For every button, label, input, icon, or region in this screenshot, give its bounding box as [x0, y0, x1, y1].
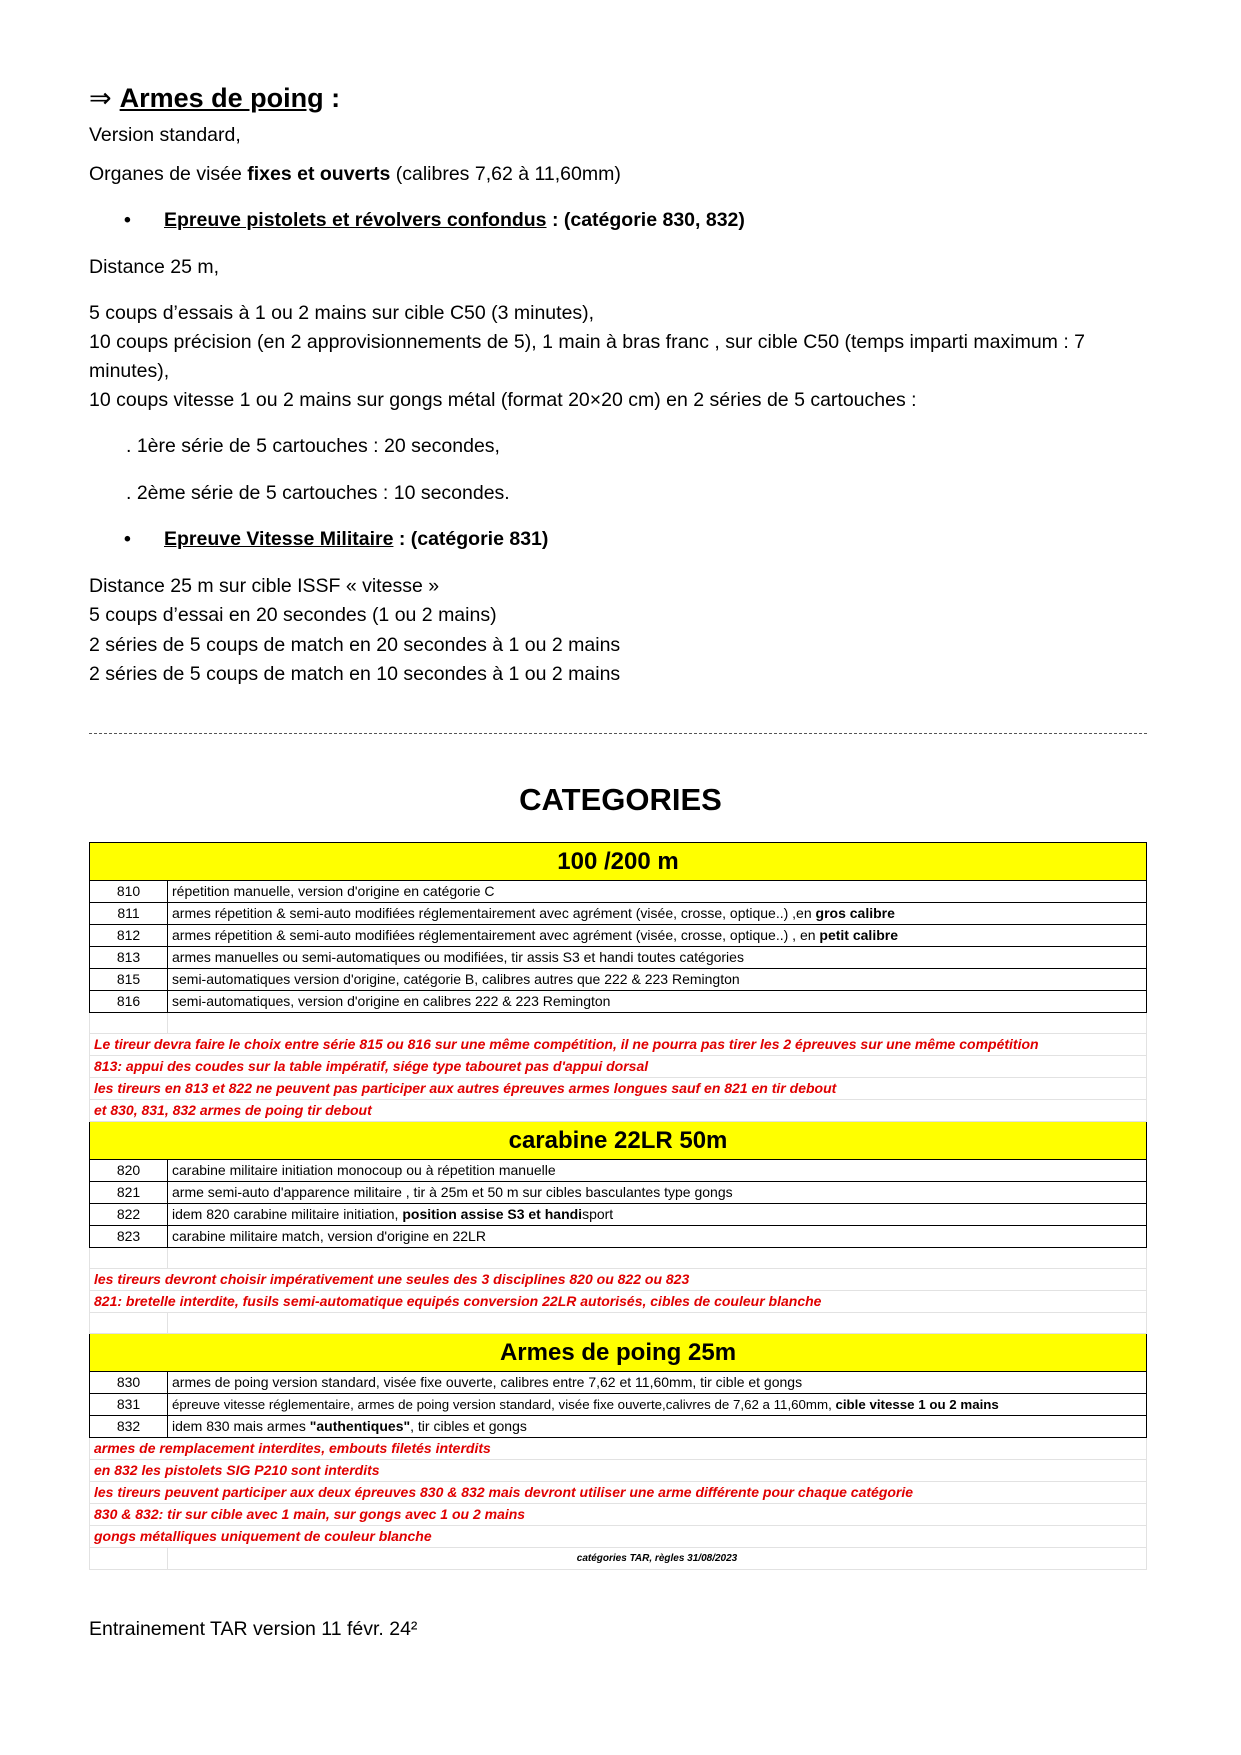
- group-header: [90, 1122, 1147, 1160]
- category-code: 816: [90, 991, 168, 1013]
- category-code: 831: [90, 1394, 168, 1416]
- bullet-icon: •: [124, 209, 131, 231]
- epreuve2-line1: Distance 25 m sur cible ISSF « vitesse »: [89, 575, 440, 597]
- dashed-divider: [89, 733, 1147, 734]
- group-header-label: Armes de poing 25m: [90, 1334, 1147, 1372]
- category-desc: carabine militaire match, version d'origine en 22LR: [168, 1226, 1147, 1248]
- categories-title: CATEGORIES: [519, 782, 722, 817]
- source-note: catégories TAR, règles 31/08/2023: [168, 1548, 1147, 1570]
- note-text: les tireurs en 813 et 822 ne peuvent pas participer aux autres épreuves armes longues sauf en 821 en tir debout: [90, 1078, 1147, 1100]
- note-text: et 830, 831, 832 armes de poing tir debout: [90, 1100, 1147, 1122]
- table-row: [90, 1372, 1147, 1394]
- epreuve2-suffix: : (catégorie 831): [393, 528, 549, 550]
- epreuve1-distance: Distance 25 m,: [89, 256, 220, 278]
- note-row: [90, 1526, 1147, 1548]
- category-code: 810: [90, 881, 168, 903]
- note-text: Le tireur devra faire le choix entre série 815 ou 816 sur une même compétition, il ne pourra pas tirer les 2 épreuves sur une même compétition: [90, 1034, 1147, 1056]
- note-row: [90, 1034, 1147, 1056]
- category-code: 811: [90, 903, 168, 925]
- category-code: 813: [90, 947, 168, 969]
- category-desc: répetition manuelle, version d'origine en catégorie C: [168, 881, 1147, 903]
- bullet-icon: •: [124, 528, 131, 550]
- organes-bold: fixes et ouverts: [247, 163, 391, 185]
- organes-pre: Organes de visée: [89, 163, 248, 185]
- table-row: [90, 1416, 1147, 1438]
- note-row: [90, 1269, 1147, 1291]
- epreuve1-serie1: . 1ère série de 5 cartouches : 20 secondes,: [126, 435, 500, 457]
- table-row: [90, 969, 1147, 991]
- category-desc: idem 830 mais armes "authentiques", tir cibles et gongs: [168, 1416, 1147, 1438]
- note-row: [90, 1291, 1147, 1313]
- arrow-icon: ⇒: [89, 83, 112, 113]
- epreuve2-line2: 5 coups d’essai en 20 secondes (1 ou 2 mains): [89, 604, 497, 626]
- epreuve2-line3: 2 séries de 5 coups de match en 20 secondes à 1 ou 2 mains: [89, 634, 621, 656]
- note-row: [90, 1078, 1147, 1100]
- table-row: [90, 991, 1147, 1013]
- note-text: les tireurs peuvent participer aux deux épreuves 830 & 832 mais devront utiliser une arme différente pour chaque catégorie: [90, 1482, 1147, 1504]
- category-code: 815: [90, 969, 168, 991]
- table-row: [90, 947, 1147, 969]
- note-text: 821: bretelle interdite, fusils semi-automatique equipés conversion 22LR autorisés, cibles de couleur blanche: [90, 1291, 1147, 1313]
- category-desc: épreuve vitesse réglementaire, armes de poing version standard, visée fixe ouverte,calivres de 7,62 a 11,60mm, cible vitesse 1 ou 2 mains: [168, 1394, 1147, 1416]
- category-desc: idem 820 carabine militaire initiation, position assise S3 et handisport: [168, 1204, 1147, 1226]
- category-code: 823: [90, 1226, 168, 1248]
- note-row: [90, 1482, 1147, 1504]
- version-line: Version standard,: [89, 124, 241, 146]
- note-row: [90, 1056, 1147, 1078]
- categories-table: [89, 842, 1147, 1570]
- note-row: [90, 1460, 1147, 1482]
- category-code: 830: [90, 1372, 168, 1394]
- category-code: 820: [90, 1160, 168, 1182]
- category-desc: armes manuelles ou semi-automatiques ou modifiées, tir assis S3 et handi toutes catégories: [168, 947, 1147, 969]
- category-desc: semi-automatiques version d'origine, catégorie B, calibres autres que 222 & 223 Remington: [168, 969, 1147, 991]
- category-desc: armes répetition & semi-auto modifiées réglementairement avec agrément (visée, crosse, optique..) , en petit calibre: [168, 925, 1147, 947]
- epreuve1-line2: 10 coups précision (en 2 approvisionnements de 5), 1 main à bras franc , sur cible C50 (temps imparti maximum : 7 minutes),: [89, 331, 1086, 382]
- group-header: [90, 1334, 1147, 1372]
- epreuve1-heading: [124, 206, 745, 235]
- category-code: 832: [90, 1416, 168, 1438]
- category-desc: semi-automatiques, version d'origine en calibres 222 & 223 Remington: [168, 991, 1147, 1013]
- table-row: [90, 1160, 1147, 1182]
- section-title: [89, 80, 340, 116]
- note-text: gongs métalliques uniquement de couleur blanche: [90, 1526, 1147, 1548]
- source-row: [90, 1548, 1147, 1570]
- spacer-row: [90, 1313, 1147, 1334]
- organes-line: [89, 160, 621, 189]
- group-header-label: 100 /200 m: [90, 843, 1147, 881]
- epreuve2-heading: [124, 525, 548, 554]
- note-text: les tireurs devront choisir impérativement une seules des 3 disciplines 820 ou 822 ou 823: [90, 1269, 1147, 1291]
- category-code: 821: [90, 1182, 168, 1204]
- table-row: [90, 1394, 1147, 1416]
- footer-text: Entrainement TAR version 11 févr. 24²: [89, 1618, 418, 1640]
- table-row: [90, 925, 1147, 947]
- table-row: [90, 881, 1147, 903]
- epreuve2-title: Epreuve Vitesse Militaire: [164, 528, 394, 550]
- group-header: [90, 843, 1147, 881]
- section-title-text: Armes de poing: [119, 83, 324, 113]
- table-row: [90, 1226, 1147, 1248]
- epreuve1-line3: 10 coups vitesse 1 ou 2 mains sur gongs métal (format 20×20 cm) en 2 séries de 5 cartouches :: [89, 389, 917, 411]
- note-text: armes de remplacement interdites, embouts filetés interdits: [90, 1438, 1147, 1460]
- table-row: [90, 1204, 1147, 1226]
- epreuve1-line1: 5 coups d’essais à 1 ou 2 mains sur cible C50 (3 minutes),: [89, 302, 595, 324]
- category-desc: armes de poing version standard, visée fixe ouverte, calibres entre 7,62 et 11,60mm, tir cible et gongs: [168, 1372, 1147, 1394]
- table-row: [90, 1182, 1147, 1204]
- spacer-row: [90, 1013, 1147, 1034]
- epreuve1-title: Epreuve pistolets et révolvers confondus: [164, 209, 547, 231]
- note-text: 813: appui des coudes sur la table impératif, siége type tabouret pas d'appui dorsal: [90, 1056, 1147, 1078]
- group-header-label: carabine 22LR 50m: [90, 1122, 1147, 1160]
- spacer-row: [90, 1248, 1147, 1269]
- epreuve1-suffix: : (catégorie 830, 832): [546, 209, 745, 231]
- note-text: en 832 les pistolets SIG P210 sont interdits: [90, 1460, 1147, 1482]
- note-row: [90, 1100, 1147, 1122]
- epreuve2-line4: 2 séries de 5 coups de match en 10 secondes à 1 ou 2 mains: [89, 663, 621, 685]
- note-row: [90, 1438, 1147, 1460]
- epreuve1-serie2: . 2ème série de 5 cartouches : 10 secondes.: [126, 482, 510, 504]
- section-title-suffix: :: [323, 83, 341, 113]
- table-row: [90, 903, 1147, 925]
- category-desc: arme semi-auto d'apparence militaire , tir à 25m et 50 m sur cibles basculantes type gongs: [168, 1182, 1147, 1204]
- note-row: [90, 1504, 1147, 1526]
- category-desc: armes répetition & semi-auto modifiées réglementairement avec agrément (visée, crosse, optique..) ,en gros calibre: [168, 903, 1147, 925]
- category-desc: carabine militaire initiation monocoup ou à répetition manuelle: [168, 1160, 1147, 1182]
- note-text: 830 & 832: tir sur cible avec 1 main, sur gongs avec 1 ou 2 mains: [90, 1504, 1147, 1526]
- category-code: 812: [90, 925, 168, 947]
- category-code: 822: [90, 1204, 168, 1226]
- organes-post: (calibres 7,62 à 11,60mm): [390, 163, 621, 185]
